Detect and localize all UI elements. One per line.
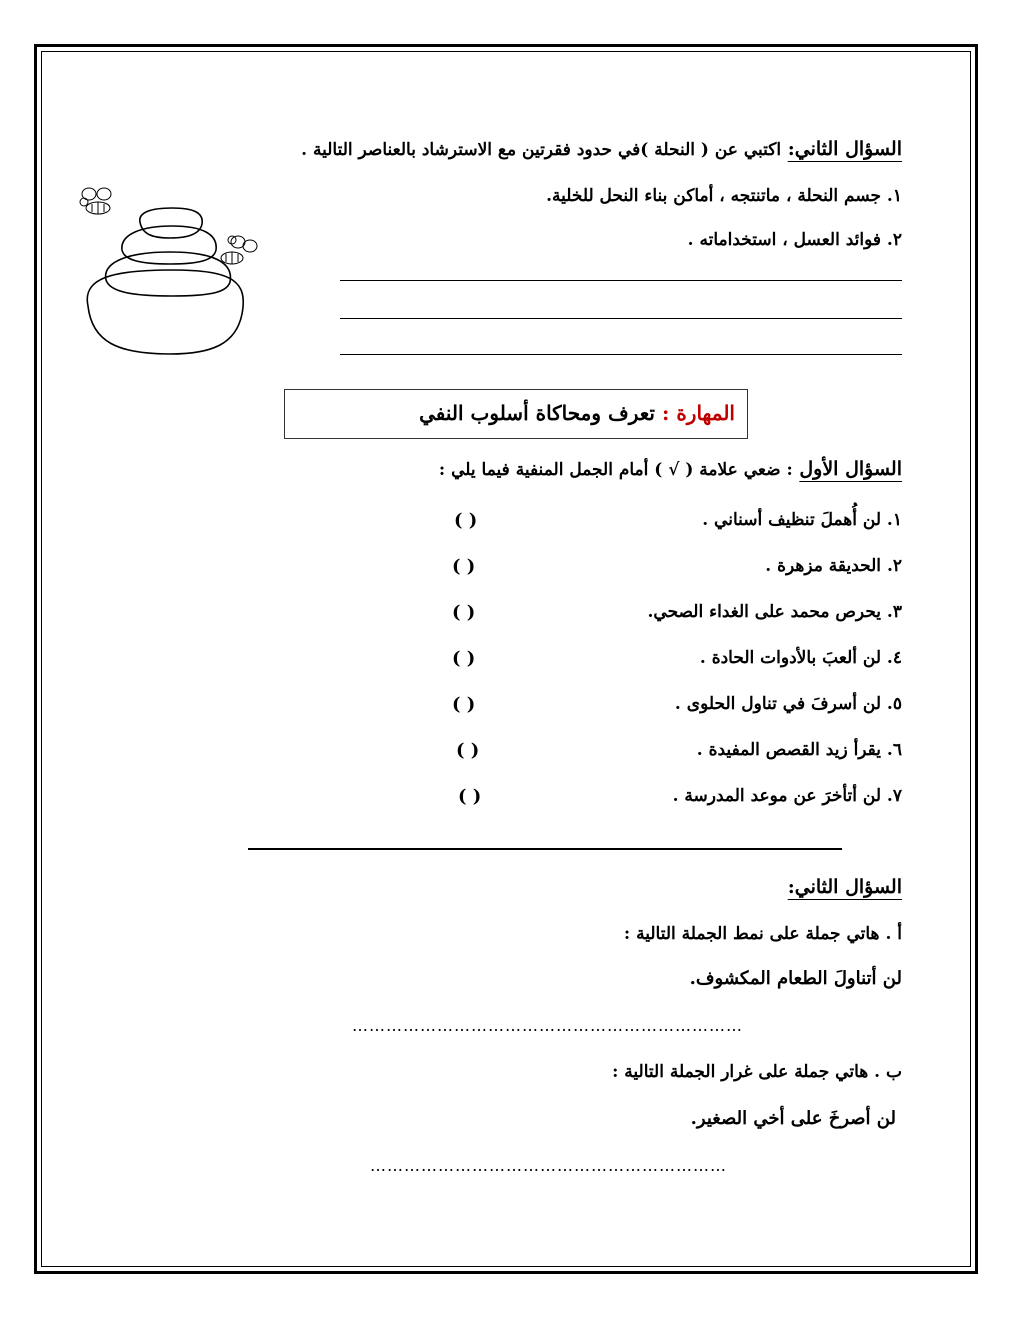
bee-icon: [80, 188, 111, 214]
q2-top-label: السؤال الثاني:: [787, 138, 902, 160]
answer-parentheses-6[interactable]: ( ): [456, 740, 480, 761]
answer-parentheses-2[interactable]: ( ): [452, 556, 476, 577]
q1-item-5: ٥. لن أسرفَ في تناول الحلوى .: [674, 694, 902, 714]
skill-label: المهارة :: [661, 401, 735, 425]
q1-item-7: ٧. لن أتأخرَ عن موعد المدرسة .: [672, 786, 902, 806]
section-divider: [248, 848, 842, 850]
q2-bottom-a-instruction: أ . هاتي جملة على نمط الجملة التالية :: [623, 924, 902, 944]
writing-line-3[interactable]: [340, 354, 902, 355]
q2-top-heading: [301, 138, 902, 160]
q2-bottom-heading: [788, 876, 902, 898]
q1-heading: [439, 458, 902, 480]
writing-line-2[interactable]: [340, 318, 902, 319]
q1-instruction: : ضعي علامة ( √ ) أمام الجمل المنفية فيما يلي :: [438, 460, 793, 480]
answer-parentheses-3[interactable]: ( ): [452, 602, 476, 623]
answer-parentheses-4[interactable]: ( ): [452, 648, 476, 669]
skill-text: تعرف ومحاكاة أسلوب النفي: [419, 401, 656, 425]
q2-top-point-2: ٢. فوائد العسل ، استخداماته .: [687, 230, 902, 250]
q2-top-text: اكتبي عن ( النحلة )في حدود فقرتين مع الاسترشاد بالعناصر التالية .: [301, 140, 782, 160]
q2-bottom-b-instruction: ب . هاتي جملة على غرار الجملة التالية :: [612, 1062, 902, 1082]
q2-bottom-b-sentence: لن أصرخَ على أخي الصغير.: [690, 1108, 896, 1129]
q1-item-3: ٣. يحرص محمد على الغداء الصحي.: [647, 602, 902, 622]
answer-dots-b[interactable]: ………………………………………………………: [370, 1156, 727, 1175]
q1-label: السؤال الأول: [799, 458, 902, 480]
answer-parentheses-7[interactable]: ( ): [458, 786, 482, 807]
skill-box: [284, 389, 748, 439]
q2-top-point-1: ١. جسم النحلة ، ماتنتجه ، أماكن بناء النحل للخلية.: [546, 186, 902, 206]
answer-dots-a[interactable]: ……………………………………………………………: [352, 1016, 743, 1035]
q1-item-2: ٢. الحديقة مزهرة .: [765, 556, 902, 576]
q1-item-1: ١. لن أُهملَ تنظيف أسناني .: [702, 510, 902, 530]
beehive-illustration: [72, 178, 272, 378]
q1-item-6: ٦. يقرأ زيد القصص المفيدة .: [696, 740, 902, 760]
answer-parentheses-5[interactable]: ( ): [452, 694, 476, 715]
q2-bottom-a-sentence: لن أتناولَ الطعام المكشوف.: [689, 968, 902, 989]
writing-line-1[interactable]: [340, 280, 902, 281]
answer-parentheses-1[interactable]: ( ): [454, 510, 478, 531]
q2-bottom-label: السؤال الثاني:: [787, 876, 902, 898]
bee-icon: [221, 236, 257, 264]
q1-item-4: ٤. لن ألعبَ بالأدوات الحادة .: [699, 648, 902, 668]
